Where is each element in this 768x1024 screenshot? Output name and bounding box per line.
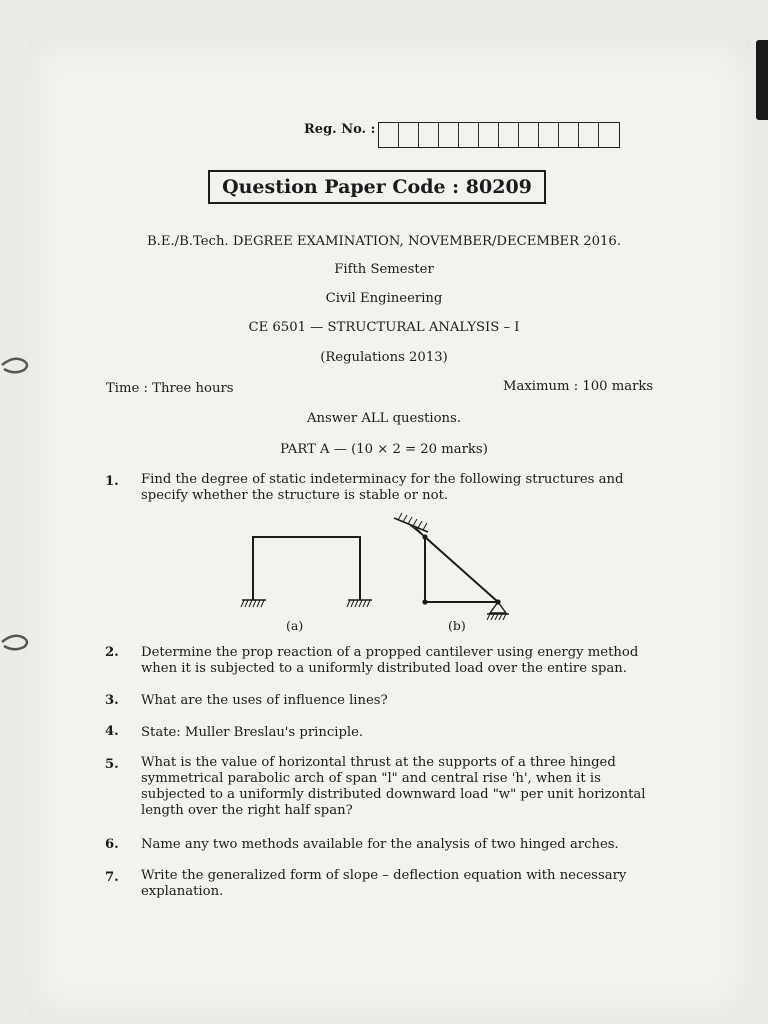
question-number: 6. <box>105 837 119 852</box>
question-text: Determine the prop reaction of a propped cantilever using energy method when it is subjected to a uniformly distributed load over the entire span. <box>141 645 639 676</box>
question-paper-code-box <box>208 170 546 204</box>
instruction: Answer ALL questions. <box>306 411 462 426</box>
question-number: 5. <box>105 757 119 772</box>
exam-title: B.E./B.Tech. DEGREE EXAMINATION, NOVEMBER/DECEMBER 2016. <box>146 234 622 249</box>
question-number: 7. <box>105 870 119 885</box>
figure-label-b: (b) <box>448 618 466 633</box>
reg-no-boxes[interactable] <box>378 122 620 148</box>
structure-figures <box>232 512 522 638</box>
semester: Fifth Semester <box>334 262 434 277</box>
regulations: (Regulations 2013) <box>320 350 448 365</box>
question-number: 2. <box>105 645 119 660</box>
question-text: State: Muller Breslau's principle. <box>141 725 364 740</box>
time-label: Time : Three hours <box>106 381 234 396</box>
question-text: Find the degree of static indeterminacy for the following structures and specify whether the structure is stable or not. <box>141 472 624 503</box>
question-text: Name any two methods available for the analysis of two hinged arches. <box>141 837 619 852</box>
course-title: CE 6501 — STRUCTURAL ANALYSIS – I <box>248 320 520 335</box>
question-number: 4. <box>105 724 119 739</box>
part-a-heading: PART A — (10 × 2 = 20 marks) <box>280 442 488 457</box>
figure-label-a: (a) <box>286 618 304 633</box>
question-text: Write the generalized form of slope – deflection equation with necessary explanation. <box>141 868 627 899</box>
question-number: 3. <box>105 693 119 708</box>
structures-diagram <box>232 512 522 638</box>
reg-no-label: Reg. No. : <box>304 122 376 137</box>
question-paper-code: Question Paper Code : 80209 <box>222 176 532 198</box>
binder-edge <box>756 40 768 120</box>
department: Civil Engineering <box>325 291 443 306</box>
question-text: What is the value of horizontal thrust at the supports of a three hinged symmetrical parabolic arch of span "l" and central rise 'h', when it is subjected to a uniformly distributed downward load "w" per unit horizontal length over the right half span? <box>141 755 646 818</box>
question-number: 1. <box>105 474 119 489</box>
max-marks-label: Maximum : 100 marks <box>503 379 654 394</box>
question-text: What are the uses of influence lines? <box>141 693 388 708</box>
binder-ring-icon <box>0 632 34 652</box>
